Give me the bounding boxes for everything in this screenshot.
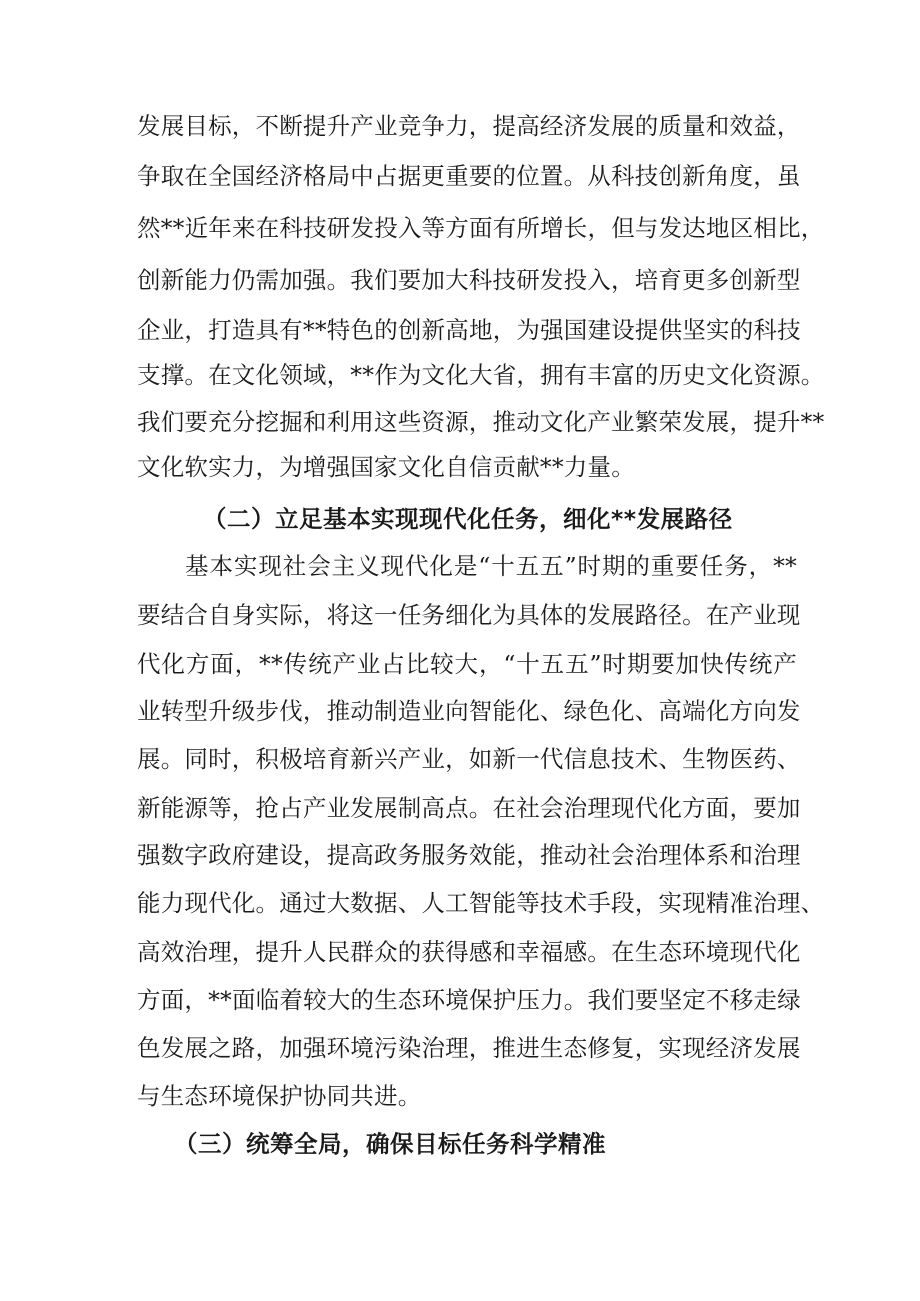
paragraph-line: 企业，打造具有**特色的创新高地，为强国建设提供坚实的科技 (137, 316, 801, 344)
paragraph-line: 展。同时，积极培育新兴产业，如新一代信息技术、生物医药、 (137, 745, 801, 773)
paragraph-line: 文化软实力，为增强国家文化自信贡献**力量。 (137, 453, 635, 481)
paragraph-line: 创新能力仍需加强。我们要加大科技研发投入，培育更多创新型 (137, 266, 801, 294)
paragraph-line: 强数字政府建设，提高政务服务效能，推动社会治理体系和治理 (137, 841, 801, 869)
paragraph-line: 新能源等，抢占产业发展制高点。在社会治理现代化方面，要加 (137, 794, 801, 822)
paragraph-line: 方面，**面临着较大的生态环境保护压力。我们要坚定不移走绿 (137, 986, 801, 1014)
paragraph-line: 支撑。在文化领域，**作为文化大省，拥有丰富的历史文化资源。 (137, 361, 825, 389)
paragraph-line: 我们要充分挖掘和利用这些资源，推动文化产业繁荣发展，提升** (137, 408, 825, 436)
paragraph-line: 与生态环境保护协同共进。 (137, 1082, 422, 1110)
paragraph-line: 要结合自身实际，将这一任务细化为具体的发展路径。在产业现 (137, 601, 801, 629)
paragraph-line: 代化方面，**传统产业占比较大，“十五五”时期要加快传统产 (137, 650, 797, 678)
paragraph-line: 基本实现社会主义现代化是“十五五”时期的重要任务，** (185, 552, 797, 580)
paragraph-line: 然**近年来在科技研发投入等方面有所增长，但与发达地区相比， (137, 214, 825, 242)
paragraph-line: 争取在全国经济格局中占据更重要的位置。从科技创新角度，虽 (137, 162, 801, 190)
paragraph-line: 发展目标，不断提升产业竞争力，提高经济发展的质量和效益， (137, 112, 801, 140)
section-heading-3: （三）统筹全局，确保目标任务科学精准 (174, 1130, 606, 1158)
paragraph-line: 能力现代化。通过大数据、人工智能等技术手段，实现精准治理、 (137, 889, 825, 917)
paragraph-line: 色发展之路，加强环境污染治理，推进生态修复，实现经济发展 (137, 1034, 801, 1062)
paragraph-line: 高效治理，提升人民群众的获得感和幸福感。在生态环境现代化 (137, 938, 801, 966)
section-heading-2: （二）立足基本实现现代化任务，细化**发展路径 (203, 505, 733, 533)
paragraph-line: 业转型升级步伐，推动制造业向智能化、绿色化、高端化方向发 (137, 697, 801, 725)
